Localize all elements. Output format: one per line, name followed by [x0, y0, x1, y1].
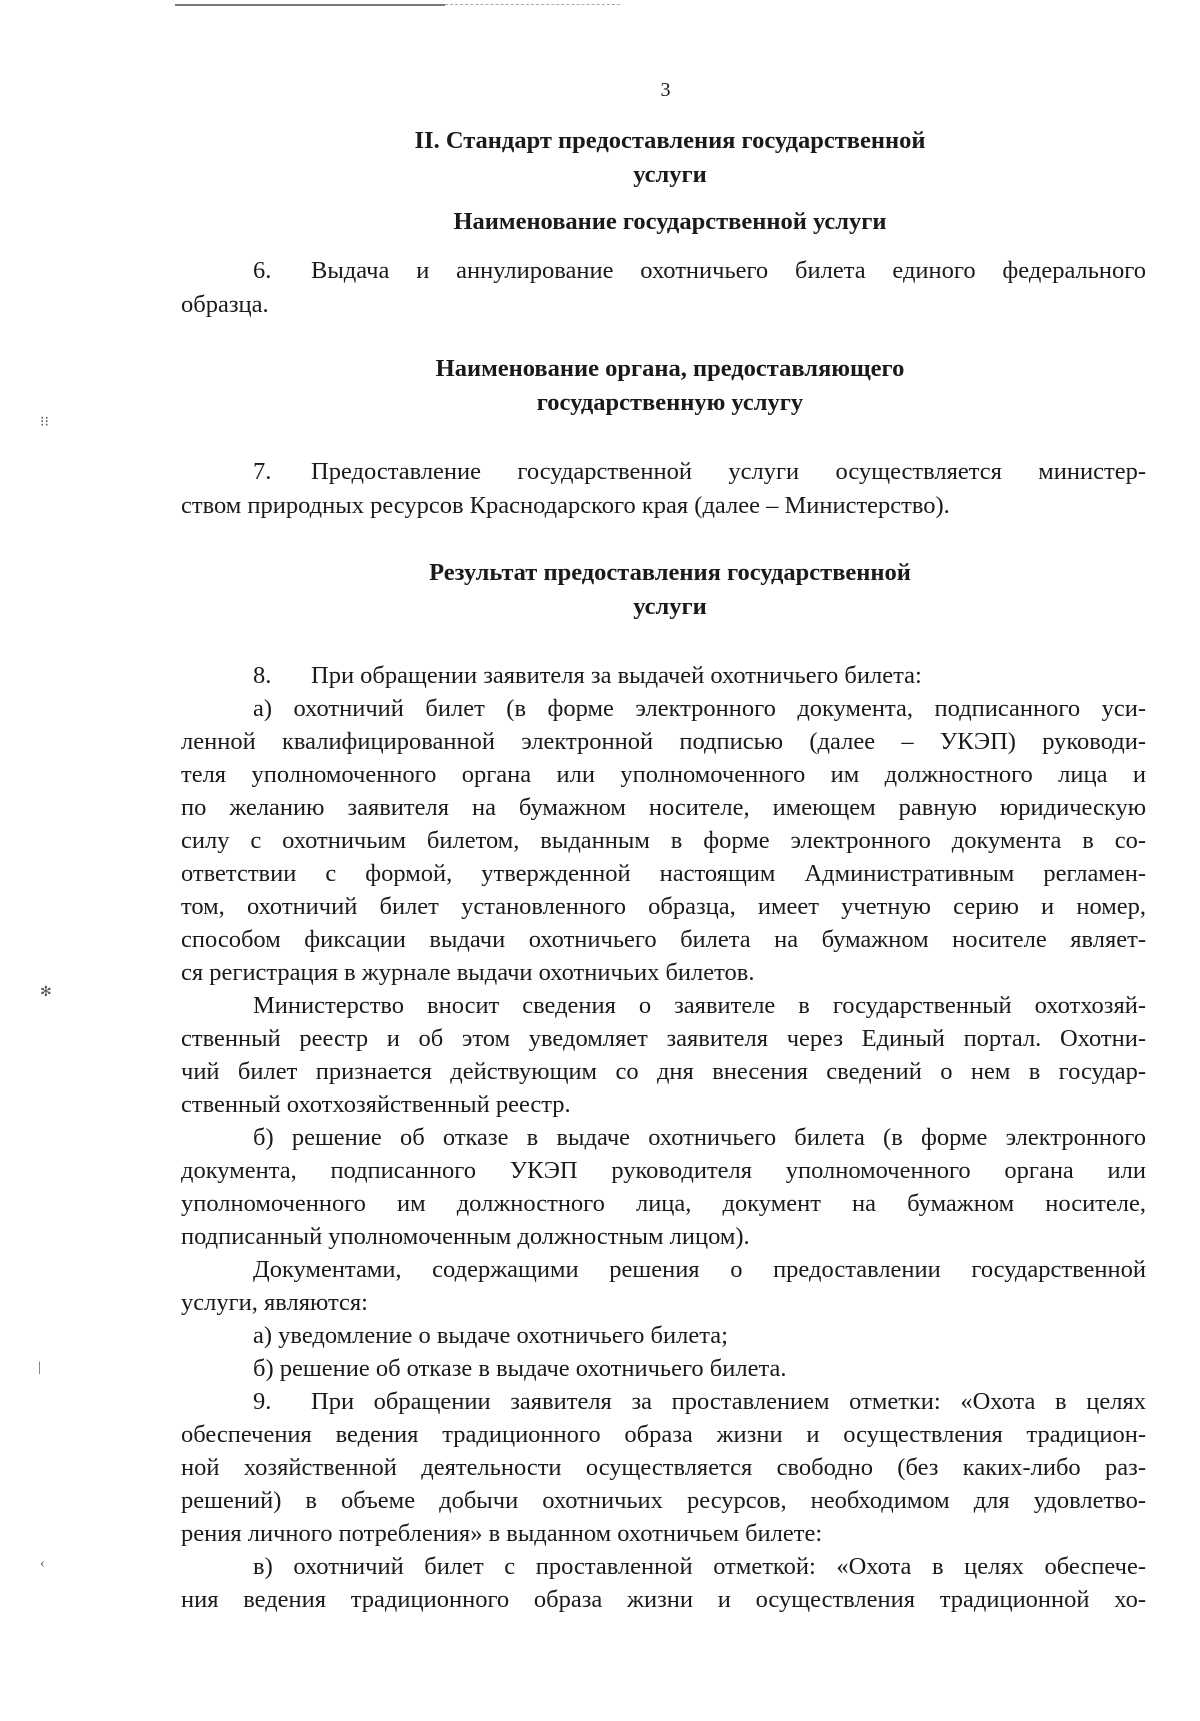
documents-paragraph-line: Документами, содержащими решения о предоставлении государственной — [253, 1256, 1146, 1283]
heading-result-line: услуги — [633, 593, 707, 620]
item-b-line: подписанный уполномоченным должностным лицом). — [181, 1223, 750, 1250]
item-a-line: ся регистрация в журнале выдачи охотничьих билетов. — [181, 959, 755, 986]
ministry-paragraph-line: ственный охотхозяйственный реестр. — [181, 1091, 571, 1118]
heading-service-name: Наименование государственной услуги — [453, 208, 887, 235]
paragraph-7-line — [253, 456, 1146, 488]
section-title-line: II. Стандарт предоставления государственной — [414, 127, 926, 154]
paragraph-number: 7. — [253, 458, 272, 485]
paragraph-7-line: ством природных ресурсов Краснодарского края (далее – Министерство). — [181, 492, 950, 519]
item-a-line: по желанию заявителя на бумажном носителе, имеющем равную юридическую — [181, 794, 1146, 821]
paragraph-9-line — [253, 1386, 1146, 1418]
paragraph-number: 8. — [253, 662, 272, 689]
item-a-line: теля уполномоченного органа или уполномоченного им должностного лица и — [181, 761, 1146, 788]
item-b-line: б) решение об отказе в выдаче охотничьего билета (в форме электронного — [253, 1124, 1146, 1151]
item-a-line: том, охотничий билет установленного образца, имеет учетную серию и номер, — [181, 893, 1146, 920]
scan-artifact-mark: ⁝⁝ — [40, 415, 49, 430]
item-b-line: документа, подписанного УКЭП руководителя уполномоченного органа или — [181, 1157, 1146, 1184]
ministry-paragraph-line: ственный реестр и об этом уведомляет заявителя через Единый портал. Охотни- — [181, 1025, 1146, 1052]
paragraph-9-line: решений) в объеме добычи охотничьих ресурсов, необходимом для удовлетво- — [181, 1487, 1146, 1514]
page-number: 3 — [660, 79, 671, 101]
scan-artifact-mark: ✻ — [40, 985, 52, 1000]
item-a-line: силу с охотничьим билетом, выданным в форме электронного документа в со- — [181, 827, 1146, 854]
documents-item-b: б) решение об отказе в выдаче охотничьего билета. — [253, 1355, 787, 1382]
ministry-paragraph-line: Министерство вносит сведения о заявителе в государственный охотхозяй- — [253, 992, 1146, 1019]
paragraph-text: При обращении заявителя за выдачей охотничьего билета: — [311, 662, 922, 689]
documents-paragraph-line: услуги, являются: — [181, 1289, 368, 1316]
paragraph-9-line: рения личного потребления» в выданном охотничьем билете: — [181, 1520, 823, 1547]
paragraph-9-line: ной хозяйственной деятельности осуществляется свободно (без каких-либо раз- — [181, 1454, 1146, 1481]
paragraph-number: 6. — [253, 257, 272, 284]
scan-artifact-line — [445, 4, 620, 5]
paragraph-9-line: обеспечения ведения традиционного образа жизни и осуществления традицион- — [181, 1421, 1146, 1448]
item-a-line: а) охотничий билет (в форме электронного документа, подписанного уси- — [253, 695, 1146, 722]
item-b-line: уполномоченного им должностного лица, документ на бумажном носителе, — [181, 1190, 1146, 1217]
paragraph-text: Предоставление государственной услуги осуществляется министер- — [311, 458, 1146, 485]
scan-artifact-mark: | — [38, 1360, 41, 1375]
ministry-paragraph-line: чий билет признается действующим со дня внесения сведений о нем в государ- — [181, 1058, 1146, 1085]
heading-organ-line: Наименование органа, предоставляющего — [435, 355, 905, 382]
item-a-line: ответствии с формой, утвержденной настоящим Административным регламен- — [181, 860, 1146, 887]
paragraph-6-line: образца. — [181, 291, 269, 318]
section-title-line: услуги — [633, 161, 707, 188]
scan-artifact-line — [175, 4, 445, 6]
heading-result-line: Результат предоставления государственной — [429, 559, 911, 586]
paragraph-6-line — [253, 255, 1146, 287]
paragraph-text: Выдача и аннулирование охотничьего билета единого федерального — [311, 257, 1146, 284]
documents-item-a: а) уведомление о выдаче охотничьего билета; — [253, 1322, 728, 1349]
paragraph-number: 9. — [253, 1388, 272, 1415]
paragraph-8-line — [253, 660, 1146, 692]
paragraph-text: При обращении заявителя за проставлением отметки: «Охота в целях — [311, 1388, 1146, 1415]
scan-artifact-mark: ‹ — [40, 1556, 45, 1571]
item-v-line: в) охотничий билет с проставленной отметкой: «Охота в целях обеспече- — [253, 1553, 1146, 1580]
heading-organ-line: государственную услугу — [536, 389, 804, 416]
item-a-line: ленной квалифицированной электронной подписью (далее – УКЭП) руководи- — [181, 728, 1146, 755]
item-v-line: ния ведения традиционного образа жизни и осуществления традиционной хо- — [181, 1586, 1146, 1613]
item-a-line: способом фиксации выдачи охотничьего билета на бумажном носителе являет- — [181, 926, 1146, 953]
